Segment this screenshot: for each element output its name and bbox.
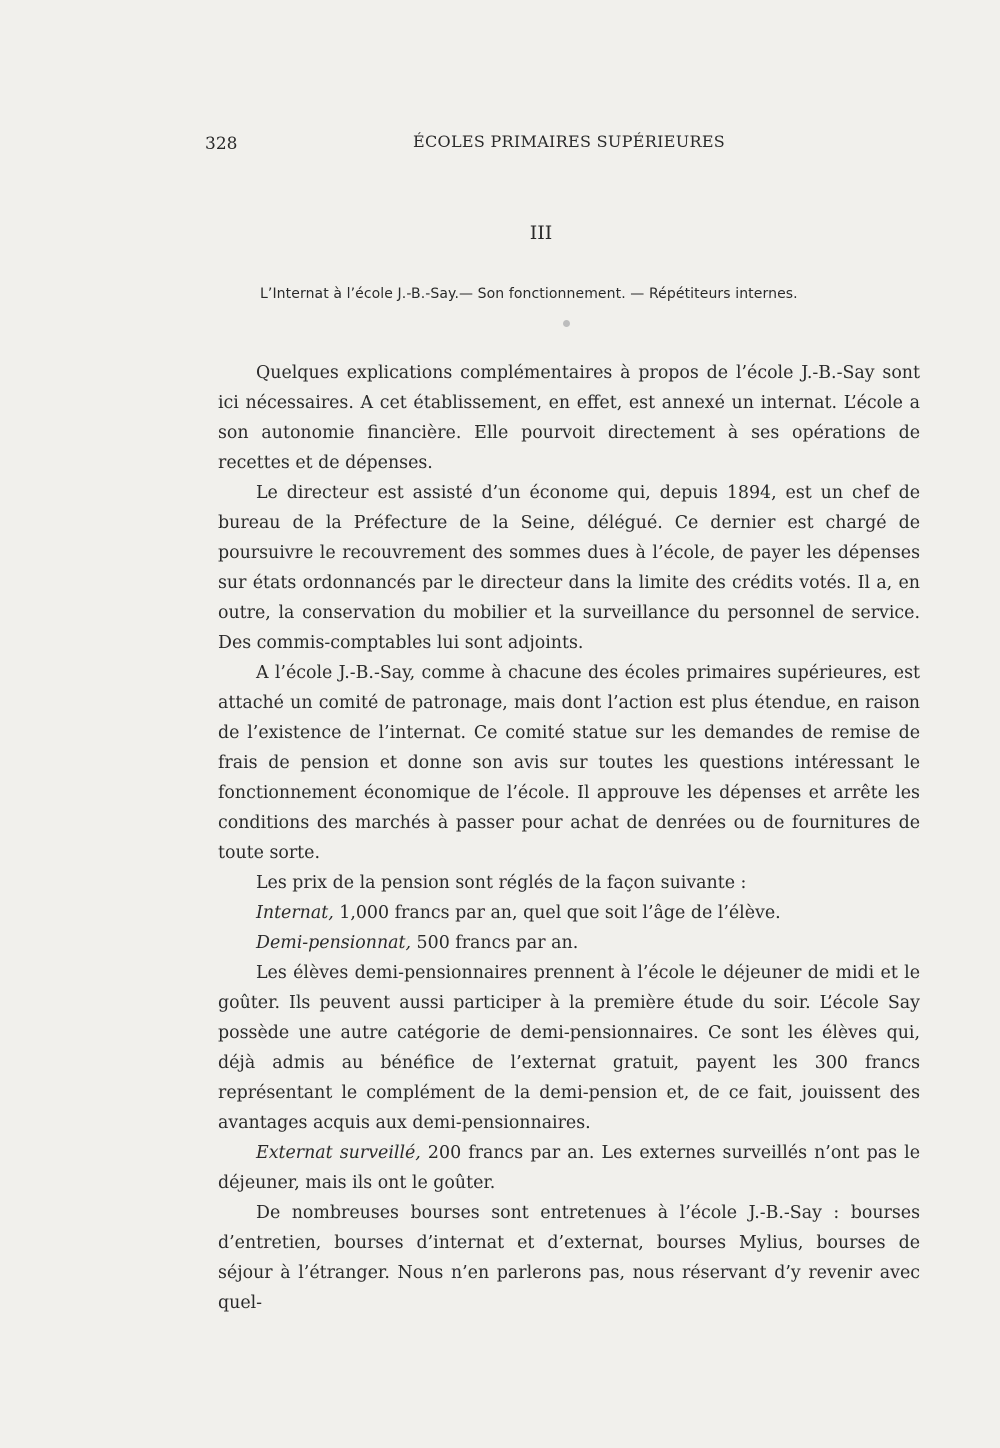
price-internat-label: Internat, [256,903,334,923]
price-externat-text: 200 francs par an. Les externes surveillés n’ont pas le déjeuner, mais ils ont le goûter. [218,1143,920,1193]
paragraph-bourses: De nombreuses bourses sont entretenues à l’école J.-B.-Say : bourses d’entretien, bourses d’internat et d’externat, bourses Mylius, bourses de séjour à l’étranger. Nous n’en parlerons pas, nous réservant d’y revenir avec quel- [218,1203,920,1313]
price-demi-pensionnat-text: 500 francs par an. [411,933,579,953]
body-text [218,358,920,1318]
section-number: III [529,222,553,244]
price-externat [218,1138,920,1198]
section-title: L’Internat à l’école J.-B.-Say.— Son fonctionnement. — Répétiteurs internes. [260,286,798,302]
paragraph-demi-pensionnaires: Les élèves demi-pensionnaires prennent à l’école le déjeuner de midi et le goûter. Ils peuvent aussi participer à la première étude du soir. L’école Say possède une autre catégorie de demi-pensionnaires. Ce sont les élèves qui, déjà admis au bénéfice de l’externat gratuit, payent les 300 francs représentant le complément de la demi-pension et, de ce fait, jouissent des avantages acquis aux demi-pensionnaires. [218,963,920,1133]
price-internat-text: 1,000 francs par an, quel que soit l’âge de l’élève. [333,903,781,923]
running-head: ÉCOLES PRIMAIRES SUPÉRIEURES [413,132,726,151]
paragraph-intro: Quelques explications complémentaires à propos de l’école J.-B.-Say sont ici nécessaires. A cet établissement, en effet, est annexé un internat. L’école a son autonomie financière. Elle pourvoit directement à ses opérations de recettes et de dépenses. [218,363,920,473]
paragraph-prix: Les prix de la pension sont réglés de la façon suivante : [256,873,747,893]
ornament-dot [563,320,570,327]
page-number: 328 [205,134,238,154]
price-internat [218,898,920,928]
paragraph-directeur: Le directeur est assisté d’un économe qui, depuis 1894, est un chef de bureau de la Préfecture de la Seine, délégué. Ce dernier est chargé de poursuivre le recouvrement des sommes dues à l’école, de payer les dépenses sur états ordonnancés par le directeur dans la limite des crédits votés. Il a, en outre, la conservation du mobilier et la surveillance du personnel de service. Des commis-comptables lui sont adjoints. [218,483,920,653]
price-demi-pensionnat-label: Demi-pensionnat, [256,933,412,953]
paragraph-comite: A l’école J.-B.-Say, comme à chacune des écoles primaires supérieures, est attaché un comité de patronage, mais dont l’action est plus étendue, en raison de l’existence de l’internat. Ce comité statue sur les demandes de remise de frais de pension et donne son avis sur toutes les questions intéressant le fonctionnement économique de l’école. Il approuve les dépenses et arrête les conditions des marchés à passer pour achat de denrées ou de fournitures de toute sorte. [218,663,920,863]
price-demi-pensionnat [218,928,920,958]
price-externat-label: Externat surveillé, [256,1143,421,1163]
